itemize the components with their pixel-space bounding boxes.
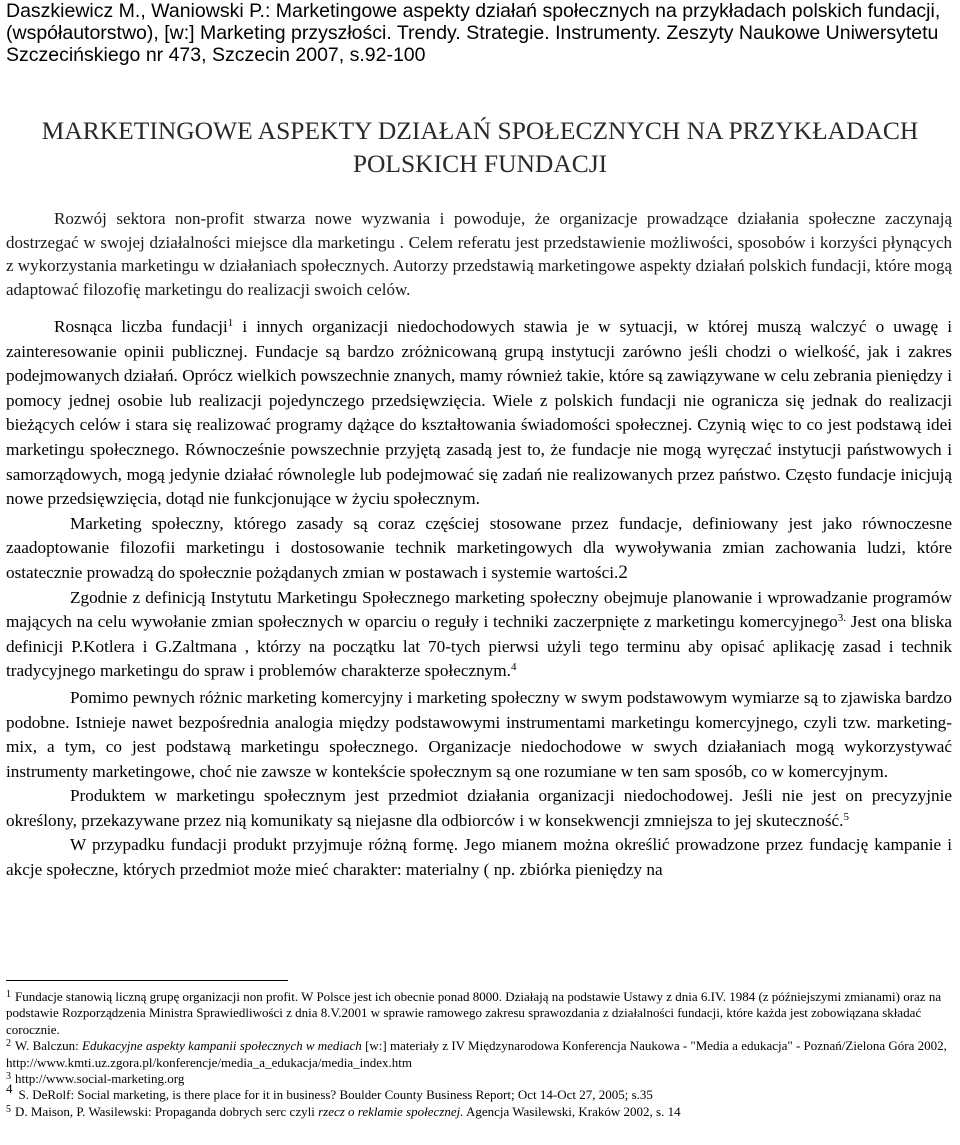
paragraph-2 xyxy=(6,512,952,586)
paragraph-6: W przypadku fundacji produkt przyjmuje różną formę. Jego mianem można określić prowadzone przez fundację kampanie i akcje społeczne, których przedmiot może mieć charakter: materialny ( np. zbiórka pieniędzy na xyxy=(6,835,952,880)
paragraph-1 xyxy=(6,315,952,512)
footnote-2-author: W. Balczun: xyxy=(15,1038,83,1054)
paragraph-4: Pomimo pewnych różnic marketing komercyjny i marketing społeczny w swym podstawowym wymiarze są to zjawiska bardzo podobne. Istnieje nawet bezpośrednia analogia między podstawowymi instrumentami marketingu komercyjnego, czyli tzw. marketing-mix, a tym, co jest podstawą marketingu społecznego. Organizacje niedochodowe w swych działaniach mogą wykorzystywać instrumenty marketingowe, choć nie zawsze w kontekście społecznym są one rozumiane w ten sam sposób, co w komercyjnym. xyxy=(6,687,952,781)
paragraph-2-text: Marketing społeczny, którego zasady są coraz częściej stosowane przez fundacje, definiowany jest jako równoczesne zaadoptowanie filozofii marketingu i dostosowanie technik marketingowych dla wywoływania zmian zachowania ludzi, które ostatecznie prowadzą do społecznie pożądanych zmian w postawach i systemie wartości. xyxy=(6,513,952,582)
footnote-separator xyxy=(6,980,288,981)
footnote-3 xyxy=(6,1071,952,1087)
footnote-3-number: 3 xyxy=(6,1071,11,1083)
citation-header: Daszkiewicz M., Waniowski P.: Marketingowe aspekty działań społecznych na przykładach polskich fundacji, (współautorstwo), [w:] Marketing przyszłości. Trendy. Strategie. Instrumenty. Zeszyty Naukowe Uniwersytetu Szczecińskiego nr 473, Szczecin 2007, s.92-100 xyxy=(6,0,941,66)
footnote-1-text: Fundacje stanowią liczną grupę organizacji non profit. W Polsce jest ich obecnie ponad 8000. Działają na podstawie Ustawy z dnia 6.IV. 1984 (z późniejszymi zmianami) oraz na podstawie Rozporządzenia Ministra Sprawiedliwości z dnia 8.V.2001 w sprawie ramowego zakresu sprawozdania z działalności fundacji, które każda jest zobowiązana składać corocznie. xyxy=(6,989,942,1037)
footnote-3-link[interactable]: http://www.social-marketing.org xyxy=(15,1071,185,1087)
footnote-5-rest: Agencja Wasilewski, Kraków 2002, s. 14 xyxy=(463,1103,681,1119)
footnote-4-text: S. DeRolf: Social marketing, is there place for it in business? Boulder County Business Report; Oct 14-Oct 27, 2005; s.35 xyxy=(18,1087,653,1103)
footnote-ref-5: 5 xyxy=(843,810,849,823)
footnote-5-author: D. Maison, P. Wasilewski: Propaganda dobrych serc czyli xyxy=(15,1103,319,1119)
title-line-2: POLSKICH FUNDACJI xyxy=(352,149,608,178)
footnote-1-number: 1 xyxy=(6,989,11,1000)
page-title xyxy=(0,114,960,180)
footnote-2 xyxy=(6,1038,952,1071)
paragraph-5 xyxy=(6,784,952,833)
abstract: Rozwój sektora non-profit stwarza nowe wyzwania i powoduje, że organizacje prowadzące działania społeczne zaczynają dostrzegać w swojej działalności miejsce dla marketingu . Celem referatu jest przedstawienie możliwości, sposobów i korzyści płynących z wykorzystania marketingu w działaniach społecznych. Autorzy przedstawią marketingowe aspekty działań polskich fundacji, które mogą adaptować filozofię marketingu do realizacji swoich celów. xyxy=(6,209,953,299)
footnote-ref-4: 4 xyxy=(510,661,517,674)
footnote-5-number: 5 xyxy=(6,1103,11,1115)
paragraph-3 xyxy=(6,586,952,684)
paragraph-1-rest: i innych organizacji niedochodowych stawia je w sytuacji, w której muszą walczyć o uwagę i zainteresowanie opinii publicznej. Fundacje są bardzo zróżnicowaną grupą instytucji zarówno jeśli chodzi o wielkość, jak i zakres podejmowanych działań. Oprócz wielkich powszechnie znanych, mamy również takie, które są zawiązywane w celu zebrania pieniędzy i pomocy jednej osobie lub realizacji pojedynczego przedsięwzięcia. Wiele z polskich fundacji nie ogranicza się jednak do realizacji bieżących celów i stara się realizować programy dążące do kształtowania świadomości społecznej. Czynią więc to co jest podstawą idei marketingu społecznego. Równocześnie powszechnie przyjętą zasadą jest to, że fundacje nie mogą wyręczać instytucji państwowych i samorządowych, mogą jedynie działać równolegle lub podejmować się zadań nie realizowanych przez państwo. Często fundacje inicjują nowe przedsięwzięcia, dotąd nie funkcjonujące w życiu społecznym. xyxy=(6,317,952,509)
paragraph-3-rest: Jest ona bliska definicji P.Kotlera i G.Zaltmana , którzy na początku lat 70-tych pierwsi użyli tego terminu aby opisać aplikację zasad i technik tradycyjnego marketingu do spraw i problemów charakterze społecznym. xyxy=(6,612,952,681)
footnote-ref-2: 2 xyxy=(618,561,628,583)
paragraph-3-start: Zgodnie z definicją Instytutu Marketingu Społecznego marketing społeczny obejmuje planowanie i wprowadzanie programów mających na celu wywołanie zmian społecznych w oparciu o reguły i techniki zaczerpnięte z marketingu komercyjnego xyxy=(6,587,952,632)
footnote-2-title: Edukacyjne aspekty kampanii społecznych w mediach xyxy=(82,1038,362,1054)
footnote-2-number: 2 xyxy=(6,1038,11,1050)
footnote-2-rest: [w:] materiały z IV Międzynarodowa Konferencja Naukowa - "Media a edukacja" - Poznań/Zielona Góra 2002, http://www.kmti.uz.zgora.pl/konferencje/media_a_edukacja/media_index.htm xyxy=(6,1038,947,1070)
footnote-5-title: rzecz o reklamie społecznej. xyxy=(318,1103,464,1119)
body-text xyxy=(6,315,952,883)
paragraph-1-start: Rosnąca liczba fundacji xyxy=(54,317,228,336)
footnotes xyxy=(6,989,952,1120)
footnote-1 xyxy=(6,989,952,1038)
footnote-5 xyxy=(6,1104,952,1120)
footnote-ref-3: 3. xyxy=(837,612,846,625)
footnote-4-number: 4 xyxy=(6,1081,13,1097)
title-line-1: MARKETINGOWE ASPEKTY DZIAŁAŃ SPOŁECZNYCH NA PRZYKŁADACH xyxy=(41,116,919,145)
paragraph-5-text: Produktem w marketingu społecznym jest przedmiot działania organizacji niedochodowej. Jeśli nie jest on precyzyjnie określony, przekazywane przez nią komunikaty są niejasne dla odbiorców i w konsekwencji zmniejsza to jej skuteczność. xyxy=(6,786,952,830)
footnote-4 xyxy=(6,1081,952,1103)
footnote-ref-1: 1 xyxy=(227,317,234,329)
